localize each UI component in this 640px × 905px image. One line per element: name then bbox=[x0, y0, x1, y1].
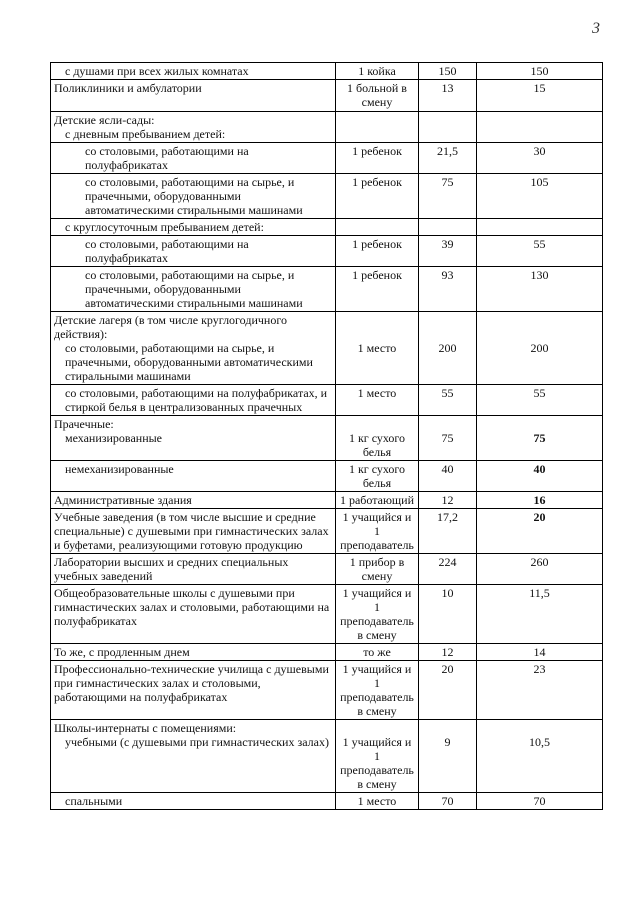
row-value-2: 55 bbox=[477, 385, 603, 416]
row-unit: 1 учащийся и 1 преподаватель в смену bbox=[336, 661, 419, 720]
row-name: Общеобразовательные школы с душевыми при гимнастических залах и столовыми, работающими на полуфабрикатах bbox=[51, 585, 336, 644]
row-value-2: 260 bbox=[477, 554, 603, 585]
table-row bbox=[51, 312, 603, 385]
row-value-2: 30 bbox=[477, 143, 603, 174]
row-name bbox=[51, 112, 336, 143]
row-unit: 1 работающий bbox=[336, 492, 419, 509]
row-name: с круглосуточным пребыванием детей: bbox=[51, 219, 336, 236]
row-value-2: 105 bbox=[477, 174, 603, 219]
row-value-2 bbox=[477, 219, 603, 236]
row-value-1: 150 bbox=[419, 63, 477, 80]
row-value-2 bbox=[477, 720, 603, 793]
row-unit bbox=[336, 416, 419, 461]
row-name-detail: учебными (с душевыми при гимнастических залах) bbox=[65, 735, 329, 749]
row-unit: 1 койка bbox=[336, 63, 419, 80]
table-row bbox=[51, 720, 603, 793]
row-value-1: 12 bbox=[419, 644, 477, 661]
row-name: со столовыми, работающими на сырье, и прачечными, оборудованными автоматическими стиральными машинами bbox=[51, 174, 336, 219]
row-value-1-text: 75 bbox=[441, 431, 454, 445]
section-title: Прачечные: bbox=[54, 417, 114, 431]
row-value-1-text: 200 bbox=[438, 341, 457, 355]
subsection-title: с дневным пребыванием детей: bbox=[65, 127, 226, 141]
norms-table bbox=[50, 62, 603, 810]
row-value-2: 14 bbox=[477, 644, 603, 661]
row-value-2: 40 bbox=[477, 461, 603, 492]
table-row bbox=[51, 461, 603, 492]
row-name-detail: со столовыми, работающими на сырье, и прачечными, оборудованными автоматическими стиральными машинами bbox=[65, 341, 313, 383]
row-value-1 bbox=[419, 720, 477, 793]
table-row bbox=[51, 492, 603, 509]
table-row bbox=[51, 385, 603, 416]
row-name-detail: механизированные bbox=[65, 431, 163, 445]
row-value-2 bbox=[477, 416, 603, 461]
row-value-2: 23 bbox=[477, 661, 603, 720]
row-value-2: 130 bbox=[477, 267, 603, 312]
table-row bbox=[51, 63, 603, 80]
table-row bbox=[51, 236, 603, 267]
section-title: Детские лагеря (в том числе круглогодичного действия): bbox=[54, 313, 287, 341]
table-row bbox=[51, 267, 603, 312]
table-row bbox=[51, 644, 603, 661]
table-row bbox=[51, 554, 603, 585]
row-value-2: 20 bbox=[477, 509, 603, 554]
row-value-2: 150 bbox=[477, 63, 603, 80]
table-row bbox=[51, 661, 603, 720]
row-unit-text: 1 место bbox=[357, 341, 397, 355]
row-name: Лаборатории высших и средних специальных учебных заведений bbox=[51, 554, 336, 585]
row-name: Профессионально-технические училища с душевыми при гимнастических залах и столовыми, работающими на полуфабрикатах bbox=[51, 661, 336, 720]
row-value-2 bbox=[477, 112, 603, 143]
row-name bbox=[51, 720, 336, 793]
row-value-1: 21,5 bbox=[419, 143, 477, 174]
row-value-1: 10 bbox=[419, 585, 477, 644]
row-unit: то же bbox=[336, 644, 419, 661]
page-number: 3 bbox=[592, 20, 600, 37]
row-value-2: 11,5 bbox=[477, 585, 603, 644]
row-unit: 1 учащийся и 1 преподаватель в смену bbox=[336, 585, 419, 644]
row-unit: 1 ребенок bbox=[336, 267, 419, 312]
row-name: с душами при всех жилых комнатах bbox=[51, 63, 336, 80]
row-value-1 bbox=[419, 112, 477, 143]
row-value-2: 15 bbox=[477, 80, 603, 112]
row-value-2: 16 bbox=[477, 492, 603, 509]
section-title: Детские ясли-сады: bbox=[54, 113, 155, 127]
row-name: Административные здания bbox=[51, 492, 336, 509]
row-value-1: 17,2 bbox=[419, 509, 477, 554]
row-value-2-text: 10,5 bbox=[529, 735, 550, 749]
row-unit bbox=[336, 219, 419, 236]
row-unit bbox=[336, 112, 419, 143]
row-name: спальными bbox=[51, 793, 336, 810]
row-value-1: 75 bbox=[419, 174, 477, 219]
row-value-1: 39 bbox=[419, 236, 477, 267]
row-name: со столовыми, работающими на полуфабрикатах, и стиркой белья в централизованных прачечных bbox=[51, 385, 336, 416]
row-unit bbox=[336, 720, 419, 793]
table-row bbox=[51, 80, 603, 112]
table-row bbox=[51, 416, 603, 461]
row-value-1 bbox=[419, 416, 477, 461]
row-value-1: 20 bbox=[419, 661, 477, 720]
row-unit: 1 ребенок bbox=[336, 236, 419, 267]
row-value-1: 224 bbox=[419, 554, 477, 585]
row-unit: 1 место bbox=[336, 385, 419, 416]
row-value-1: 12 bbox=[419, 492, 477, 509]
row-name: Учебные заведения (в том числе высшие и средние специальные) с душевыми при гимнастических залах и буфетами, реализующими готовую продукцию bbox=[51, 509, 336, 554]
table-row bbox=[51, 219, 603, 236]
row-unit: 1 ребенок bbox=[336, 174, 419, 219]
row-value-1-text: 9 bbox=[444, 735, 451, 749]
row-name: Поликлиники и амбулатории bbox=[51, 80, 336, 112]
row-unit: 1 прибор в смену bbox=[336, 554, 419, 585]
row-name: немеханизированные bbox=[51, 461, 336, 492]
row-unit: 1 место bbox=[336, 793, 419, 810]
table-row bbox=[51, 509, 603, 554]
table-row bbox=[51, 112, 603, 143]
section-title: Школы-интернаты с помещениями: bbox=[54, 721, 237, 735]
row-name: со столовыми, работающими на сырье, и прачечными, оборудованными автоматическими стиральными машинами bbox=[51, 267, 336, 312]
row-unit: 1 больной в смену bbox=[336, 80, 419, 112]
row-value-1: 70 bbox=[419, 793, 477, 810]
row-value-1: 40 bbox=[419, 461, 477, 492]
row-value-2: 55 bbox=[477, 236, 603, 267]
table-row bbox=[51, 174, 603, 219]
row-name: со столовыми, работающими на полуфабрикатах bbox=[51, 236, 336, 267]
table-row bbox=[51, 143, 603, 174]
row-value-1: 13 bbox=[419, 80, 477, 112]
row-value-2-text: 200 bbox=[530, 341, 549, 355]
row-name bbox=[51, 312, 336, 385]
row-unit: 1 учащийся и 1 преподаватель bbox=[336, 509, 419, 554]
row-value-1 bbox=[419, 219, 477, 236]
row-unit: 1 кг сухого белья bbox=[336, 461, 419, 492]
table-row bbox=[51, 793, 603, 810]
row-name: То же, с продленным днем bbox=[51, 644, 336, 661]
row-name: со столовыми, работающими на полуфабрикатах bbox=[51, 143, 336, 174]
row-value-2: 70 bbox=[477, 793, 603, 810]
row-value-1: 93 bbox=[419, 267, 477, 312]
row-unit-text: 1 учащийся и 1 преподаватель в смену bbox=[340, 735, 414, 791]
row-unit: 1 ребенок bbox=[336, 143, 419, 174]
row-unit bbox=[336, 312, 419, 385]
row-value-1: 55 bbox=[419, 385, 477, 416]
row-value-2 bbox=[477, 312, 603, 385]
row-name bbox=[51, 416, 336, 461]
table-row bbox=[51, 585, 603, 644]
row-unit-text: 1 кг сухого белья bbox=[348, 431, 406, 459]
row-value-1 bbox=[419, 312, 477, 385]
row-value-2-text: 75 bbox=[533, 431, 546, 445]
